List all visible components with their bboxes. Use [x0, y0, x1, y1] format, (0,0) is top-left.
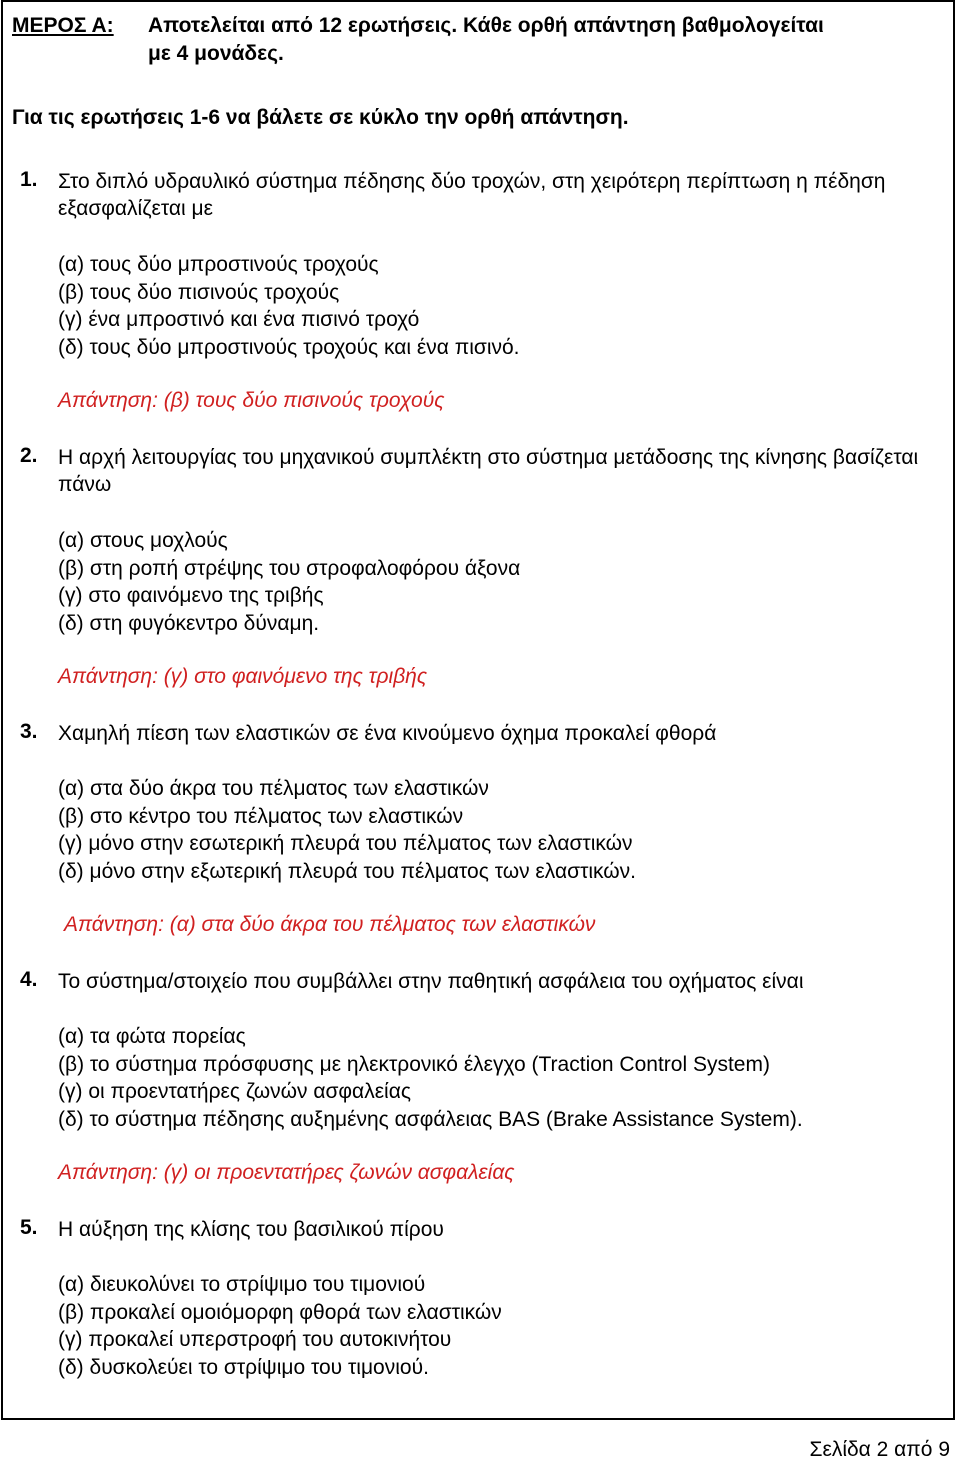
question-4-option-c[interactable]: (γ) οι προεντατήρες ζωνών ασφαλείας — [58, 1080, 411, 1103]
question-5-number: 5. — [20, 1216, 38, 1239]
question-5-option-c[interactable]: (γ) προκαλεί υπερστροφή του αυτοκινήτου — [58, 1328, 452, 1351]
section-label: ΜΕΡΟΣ Α: — [12, 14, 114, 37]
question-4-answer: Απάντηση: (γ) οι προεντατήρες ζωνών ασφαλείας — [58, 1161, 515, 1184]
question-3-option-b[interactable]: (β) στο κέντρο του πέλματος των ελαστικών — [58, 804, 464, 828]
question-4-text: Το σύστημα/στοιχείο που συμβάλλει στην παθητική ασφάλεια του οχήματος είναι — [58, 970, 804, 993]
question-2-option-d[interactable]: (δ) στη φυγόκεντρο δύναμη. — [58, 611, 320, 635]
question-4-option-d[interactable]: (δ) το σύστημα πέδησης αυξημένης ασφάλειας BAS (Brake Assistance System). — [58, 1107, 803, 1131]
question-1-option-c[interactable]: (γ) ένα μπροστινό και ένα πισινό τροχό — [58, 308, 420, 331]
question-5-options — [58, 1271, 502, 1381]
question-1-text: Στο διπλό υδραυλικό σύστημα πέδησης δύο τροχών, στη χειρότερη περίπτωση η πέδηση εξασφαλίζεται με — [58, 170, 886, 220]
question-2-option-a[interactable]: (α) στους μοχλούς — [58, 529, 228, 552]
question-5-option-a[interactable]: (α) διευκολύνει το στρίψιμο του τιμονιού — [58, 1273, 426, 1296]
section-description-line1: Αποτελείται από 12 ερωτήσεις. Κάθε ορθή απάντηση βαθμολογείται — [148, 14, 824, 37]
question-2-number: 2. — [20, 444, 38, 467]
question-3-text: Χαμηλή πίεση των ελαστικών σε ένα κινούμενο όχημα προκαλεί φθορά — [58, 722, 717, 745]
question-5-option-d[interactable]: (δ) δυσκολεύει το στρίψιμο του τιμονιού. — [58, 1355, 429, 1379]
question-3-option-a[interactable]: (α) στα δύο άκρα του πέλματος των ελαστικών — [58, 777, 489, 800]
question-1-answer: Απάντηση: (β) τους δύο πισινούς τροχούς — [58, 389, 445, 412]
question-3-answer: Απάντηση: (α) στα δύο άκρα του πέλματος των ελαστικών — [64, 913, 596, 936]
question-3-option-c[interactable]: (γ) μόνο στην εσωτερική πλευρά του πέλματος των ελαστικών — [58, 832, 633, 855]
question-3-options — [58, 775, 636, 885]
question-1-option-b[interactable]: (β) τους δύο πισινούς τροχούς — [58, 280, 340, 304]
question-2-option-b[interactable]: (β) στη ροπή στρέψης του στροφαλοφόρου άξονα — [58, 556, 521, 580]
question-4-number: 4. — [20, 968, 38, 991]
question-5-text: Η αύξηση της κλίσης του βασιλικού πίρου — [58, 1218, 444, 1241]
question-5-option-b[interactable]: (β) προκαλεί ομοιόμορφη φθορά των ελαστικών — [58, 1300, 502, 1324]
question-2-options — [58, 527, 520, 637]
question-1-options — [58, 251, 520, 361]
question-1-option-d[interactable]: (δ) τους δύο μπροστινούς τροχούς και ένα πισινό. — [58, 335, 520, 359]
question-1-number: 1. — [20, 168, 38, 191]
question-2-text: Η αρχή λειτουργίας του μηχανικού συμπλέκτη στο σύστημα μετάδοσης της κίνησης βασίζεται πάνω — [58, 446, 919, 496]
question-2-answer: Απάντηση: (γ) στο φαινόμενο της τριβής — [58, 665, 428, 688]
question-3-number: 3. — [20, 720, 38, 743]
question-1-option-a[interactable]: (α) τους δύο μπροστινούς τροχούς — [58, 253, 379, 276]
question-4-option-b[interactable]: (β) το σύστημα πρόσφυσης με ηλεκτρονικό έλεγχο (Traction Control System) — [58, 1052, 770, 1076]
instruction: Για τις ερωτήσεις 1-6 να βάλετε σε κύκλο την ορθή απάντηση. — [12, 106, 629, 129]
section-description-line2: με 4 μονάδες. — [148, 42, 284, 65]
question-2-option-c[interactable]: (γ) στο φαινόμενο της τριβής — [58, 584, 324, 607]
question-4-options — [58, 1023, 803, 1133]
page-number: Σελίδα 2 από 9 — [809, 1438, 950, 1461]
question-3-option-d[interactable]: (δ) μόνο στην εξωτερική πλευρά του πέλματος των ελαστικών. — [58, 859, 637, 883]
question-4-option-a[interactable]: (α) τα φώτα πορείας — [58, 1025, 246, 1048]
